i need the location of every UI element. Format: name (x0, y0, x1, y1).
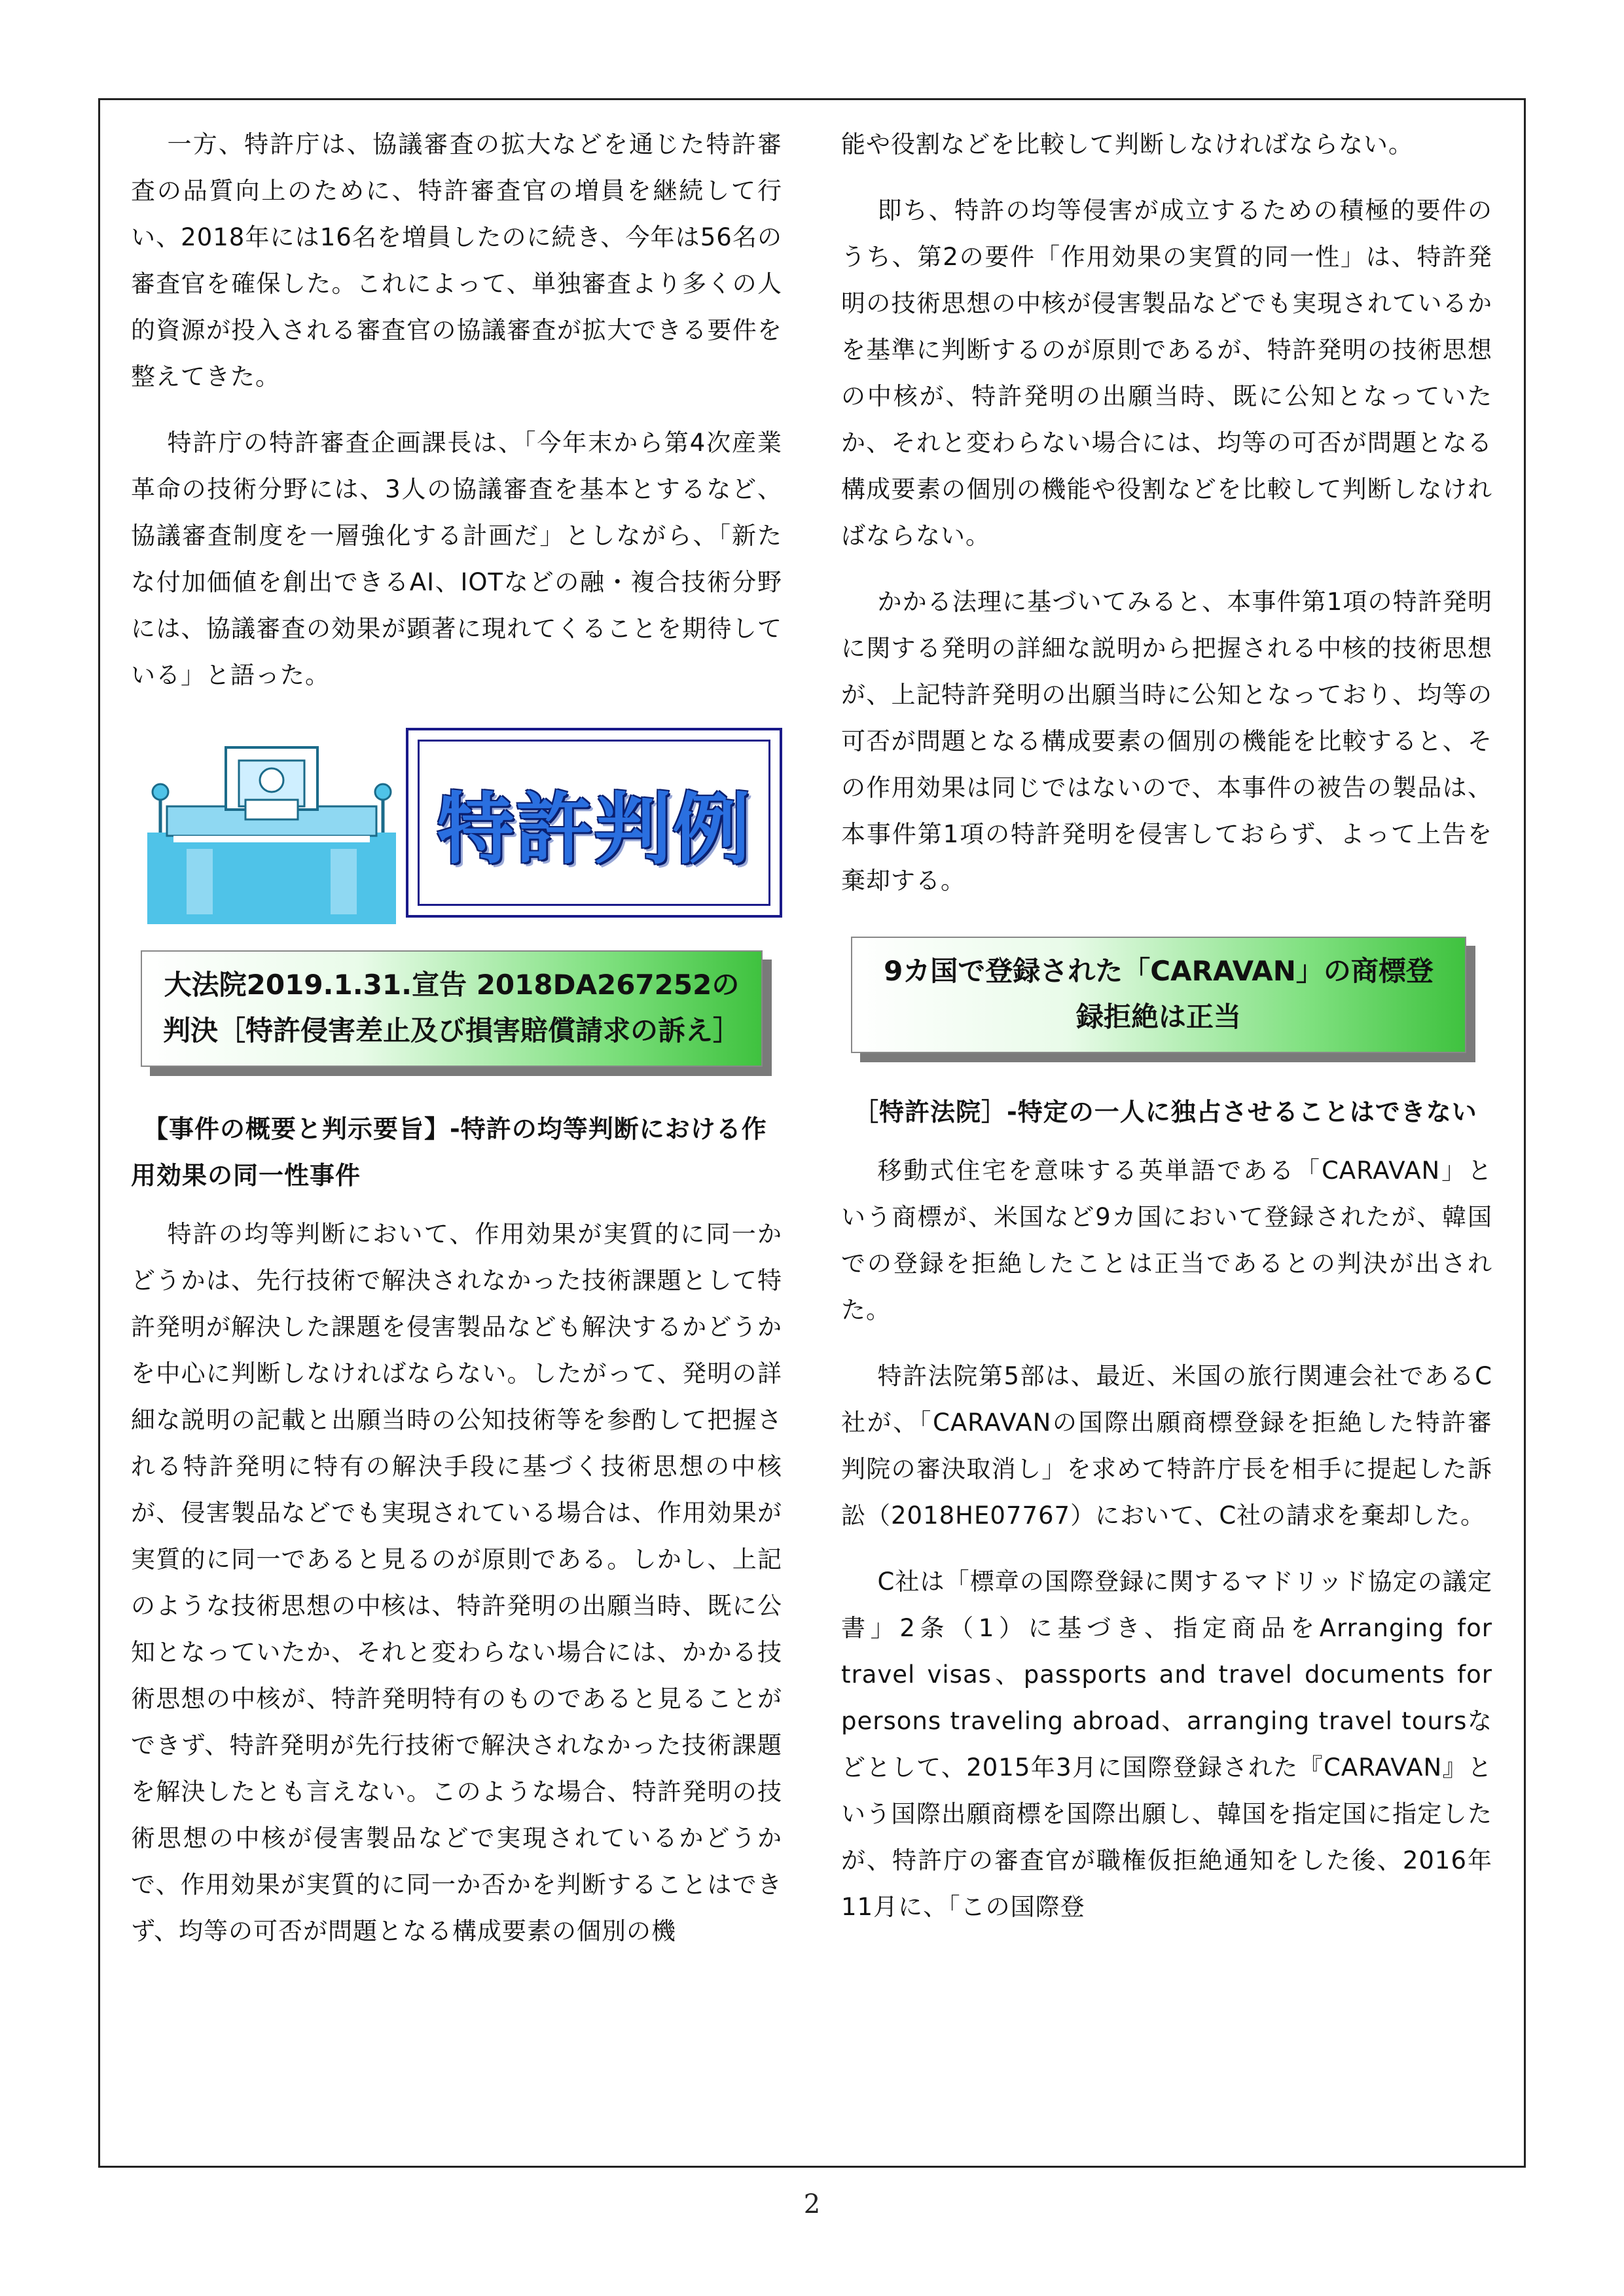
case-title: 9カ国で登録された「CARAVAN」の商標登録拒絶は正当 (884, 955, 1434, 1033)
section-subheading: 【事件の概要と判示要旨】-特許の均等判断における作用効果の同一性事件 (131, 1115, 767, 1190)
banner-title-box (406, 728, 782, 918)
patent-case-banner (131, 728, 782, 924)
page-number: 2 (803, 2189, 821, 2219)
case-title-box (141, 950, 763, 1067)
paragraph: 移動式住宅を意味する英単語である「CARAVAN」という商標が、米国など9カ国において登録されたが、韓国での登録を拒絶したことは正当であるとの判決が出された。 (841, 1157, 1492, 1324)
paragraph: 一方、特許庁は、協議審査の拡大などを通じた特許審査の品質向上のために、特許審査官の増員を継続して行い、2018年には16名を増員したのに続き、今年は56名の審査官を確保した。これによって、単独審査より多くの人的資源が投入される審査官の協議審査が拡大できる要件を整えてきた。 (131, 130, 782, 391)
right-column (841, 121, 1492, 1930)
case-title-box (851, 937, 1466, 1053)
paragraph: C社は「標章の国際登録に関するマドリッド協定の議定書」2条（1）に基づき、指定商品をArranging for travel visas、passports and travel documents for persons traveling abroad、arranging travel toursなどとして、2015年3月に国際登録された『CARAVAN』という国際出願商標を国際出願し、韓国を指定国に指定したが、特許庁の審査官が職権仮拒絶通知をした後、2016年11月に、「この国際登 (841, 1568, 1492, 1921)
left-column (131, 121, 782, 1954)
banner-title: 特許判例 (437, 784, 751, 874)
paragraph: 能や役割などを比較して判断しなければならない。 (841, 130, 1413, 158)
section-subheading: ［特許法院］-特定の一人に独占させることはできない (854, 1098, 1477, 1126)
courtroom-illustration (147, 734, 396, 924)
paragraph: 特許庁の特許審査企画課長は、「今年末から第4次産業革命の技術分野には、3人の協議審査を基本とするなど、協議審査制度を一層強化する計画だ」としながら、「新たな付加価値を創出できるAI、IOTなどの融・複合技術分野には、協議審査の効果が顕著に現れてくることを期待している」と語った。 (131, 429, 782, 689)
paragraph: 即ち、特許の均等侵害が成立するための積極的要件のうち、第2の要件「作用効果の実質的同一性」は、特許発明の技術思想の中核が侵害製品などでも実現されているかを基準に判断するのが原則であるが、特許発明の技術思想の中核が、特許発明の出願当時、既に公知となっていたか、それと変わらない場合には、均等の可否が問題となる構成要素の個別の機能や役割などを比較して判断しなければならない。 (841, 196, 1492, 550)
case-title: 大法院2019.1.31.宣告 2018DA267252の判決［特許侵害差止及び損害賠償請求の訴え］ (162, 969, 740, 1047)
paragraph: 特許の均等判断において、作用効果が実質的に同一かどうかは、先行技術で解決されなかった技術課題として特許発明が解決した課題を侵害製品なども解決するかどうかを中心に判断しなければならない。したがって、発明の詳細な説明の記載と出願当時の公知技術等を参酌して把握される特許発明に特有の解決手段に基づく技術思想の中核が、侵害製品などでも実現されている場合は、作用効果が実質的に同一であると見るのが原則である。しかし、上記のような技術思想の中核は、特許発明の出願当時、既に公知となっていたか、それと変わらない場合には、かかる技術思想の中核が、特許発明特有のものであると見ることができず、特許発明が先行技術で解決されなかった技術課題を解決したとも言えない。このような場合、特許発明の技術思想の中核が侵害製品などで実現されているかどうかで、作用効果が実質的に同一か否かを判断することはできず、均等の可否が問題となる構成要素の個別の機 (131, 1220, 782, 1945)
paragraph: 特許法院第5部は、最近、米国の旅行関連会社であるC社が、「CARAVANの国際出願商標登録を拒絶した特許審判院の審決取消し」を求めて特許庁長を相手に提起した訴訟（2018HE07767）において、C社の請求を棄却した。 (841, 1362, 1492, 1530)
paragraph: かかる法理に基づいてみると、本事件第1項の特許発明に関する発明の詳細な説明から把握される中核的技術思想が、上記特許発明の出願当時に公知となっており、均等の可否が問題となる構成要素の個別の機能を比較すると、その作用効果は同じではないので、本事件の被告の製品は、本事件第1項の特許発明を侵害しておらず、よって上告を棄却する。 (841, 588, 1492, 895)
